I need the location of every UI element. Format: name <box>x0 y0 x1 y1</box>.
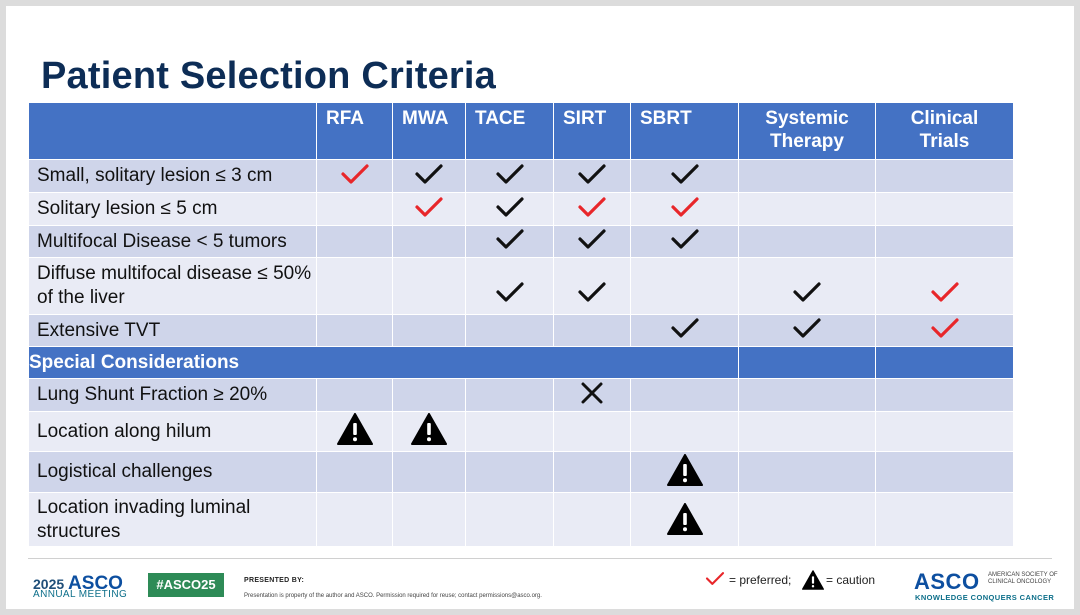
table-row <box>29 493 1014 547</box>
table-cell <box>317 226 393 258</box>
table-cell <box>631 315 739 347</box>
warning-triangle-icon <box>667 454 703 486</box>
table-row <box>29 258 1014 315</box>
header-sbrt: SBRT <box>631 103 739 160</box>
table-cell <box>393 160 466 193</box>
table-cell <box>317 412 393 452</box>
table-row <box>29 193 1014 226</box>
table-cell <box>876 452 1014 493</box>
table-cell <box>554 412 631 452</box>
header-systemic-therapy-label: Systemic Therapy <box>765 108 849 152</box>
table-cell <box>317 379 393 412</box>
check-icon <box>792 281 822 303</box>
check-icon <box>577 281 607 303</box>
table-cell <box>876 379 1014 412</box>
red-check-icon <box>414 196 444 218</box>
section-heading-fill <box>739 347 876 379</box>
slide <box>6 6 1074 609</box>
red-check-icon <box>340 163 370 185</box>
row-label: Small, solitary lesion ≤ 3 cm <box>29 160 317 193</box>
warning-triangle-icon <box>337 413 373 445</box>
table-cell <box>466 258 554 315</box>
check-icon <box>670 163 700 185</box>
table-cell <box>739 193 876 226</box>
header-sirt: SIRT <box>554 103 631 160</box>
table-cell <box>466 379 554 412</box>
table-cell <box>631 412 739 452</box>
table-cell <box>393 315 466 347</box>
table-cell <box>876 193 1014 226</box>
table-cell <box>631 452 739 493</box>
table-cell <box>631 160 739 193</box>
section-heading-fill <box>876 347 1014 379</box>
table-cell <box>466 193 554 226</box>
row-label: Multifocal Disease < 5 tumors <box>29 226 317 258</box>
check-icon <box>792 317 822 339</box>
legend-caution-label: = caution <box>826 573 876 587</box>
table-cell <box>393 226 466 258</box>
check-icon <box>495 163 525 185</box>
table-cell <box>317 315 393 347</box>
red-check-icon <box>577 196 607 218</box>
table-cell <box>554 493 631 547</box>
table-cell <box>739 226 876 258</box>
table-cell <box>466 315 554 347</box>
table-cell <box>876 258 1014 315</box>
table-row <box>29 315 1014 347</box>
table-cell <box>393 452 466 493</box>
row-label: Logistical challenges <box>29 452 317 493</box>
header-tace: TACE <box>466 103 554 160</box>
check-icon <box>495 196 525 218</box>
header-systemic-therapy <box>739 103 876 160</box>
table-cell <box>631 258 739 315</box>
table-cell <box>393 193 466 226</box>
table-cell <box>466 452 554 493</box>
table-cell <box>739 258 876 315</box>
table-row <box>29 379 1014 412</box>
row-label: Location invading luminal structures <box>29 493 317 547</box>
check-icon <box>414 163 444 185</box>
footer-divider <box>28 558 1052 559</box>
table-cell <box>317 493 393 547</box>
check-icon <box>670 317 700 339</box>
row-label: Lung Shunt Fraction ≥ 20% <box>29 379 317 412</box>
check-icon <box>495 281 525 303</box>
table-row <box>29 412 1014 452</box>
red-check-icon <box>930 317 960 339</box>
table-row <box>29 160 1014 193</box>
row-label: Solitary lesion ≤ 5 cm <box>29 193 317 226</box>
header-rfa: RFA <box>317 103 393 160</box>
legend-red-check-icon <box>705 571 725 586</box>
table-cell <box>631 493 739 547</box>
legend-warning-triangle-icon <box>802 570 824 590</box>
section-heading-row <box>29 347 1014 379</box>
table-cell <box>393 379 466 412</box>
table-cell <box>317 193 393 226</box>
header-row <box>29 103 1014 160</box>
logo-asco: ASCO <box>68 573 123 594</box>
asco-society-name: AMERICAN SOCIETY OF CLINICAL ONCOLOGY <box>988 572 1058 585</box>
table-cell <box>393 493 466 547</box>
table-cell <box>554 452 631 493</box>
red-check-icon <box>930 281 960 303</box>
asco-tagline: KNOWLEDGE CONQUERS CANCER <box>915 593 1055 602</box>
section-heading-special-considerations: Special Considerations <box>29 347 739 379</box>
table-cell <box>631 193 739 226</box>
table-cell <box>466 160 554 193</box>
logo-year: 2025 <box>33 576 65 592</box>
table-row <box>29 452 1014 493</box>
cross-icon <box>580 381 604 405</box>
table-cell <box>466 226 554 258</box>
table-cell <box>876 493 1014 547</box>
table-cell <box>876 412 1014 452</box>
legend-preferred-label: = preferred; <box>729 573 792 587</box>
table-cell <box>554 258 631 315</box>
table-body <box>29 160 1014 547</box>
red-check-icon <box>670 196 700 218</box>
table-cell <box>739 160 876 193</box>
table-row <box>29 226 1014 258</box>
table-cell <box>876 226 1014 258</box>
slide-title: Patient Selection Criteria <box>41 55 497 97</box>
row-label: Diffuse multifocal disease ≤ 50% of the liver <box>29 258 317 315</box>
table-cell <box>876 315 1014 347</box>
table-cell <box>554 379 631 412</box>
asco-brand-logo: ASCO <box>914 569 980 594</box>
table-cell <box>739 493 876 547</box>
table-cell <box>317 452 393 493</box>
selection-criteria-table <box>28 102 1014 547</box>
header-clinical-trials-label: Clinical Trials <box>910 108 979 152</box>
hashtag-badge: #ASCO25 <box>148 573 224 597</box>
table-cell <box>739 412 876 452</box>
table-cell <box>739 452 876 493</box>
header-clinical-trials <box>876 103 1014 160</box>
copyright-notice: Presentation is property of the author and ASCO. Permission required for reuse; contact permissions@asco.org. <box>244 593 542 599</box>
table-cell <box>554 193 631 226</box>
warning-triangle-icon <box>411 413 447 445</box>
table-cell <box>393 258 466 315</box>
table-cell <box>631 379 739 412</box>
row-label: Extensive TVT <box>29 315 317 347</box>
logo-annual-meeting: ANNUAL MEETING <box>33 589 128 600</box>
table-cell <box>393 412 466 452</box>
table-cell <box>739 315 876 347</box>
table-cell <box>466 493 554 547</box>
table-cell <box>554 226 631 258</box>
table-cell <box>631 226 739 258</box>
presented-by-label: PRESENTED BY: <box>244 577 305 584</box>
table-cell <box>876 160 1014 193</box>
table-cell <box>554 315 631 347</box>
check-icon <box>670 228 700 250</box>
warning-triangle-icon <box>667 503 703 535</box>
table-cell <box>739 379 876 412</box>
check-icon <box>577 228 607 250</box>
table-cell <box>554 160 631 193</box>
check-icon <box>495 228 525 250</box>
row-label: Location along hilum <box>29 412 317 452</box>
check-icon <box>577 163 607 185</box>
table-cell <box>317 160 393 193</box>
table-cell <box>466 412 554 452</box>
header-mwa: MWA <box>393 103 466 160</box>
header-cell-blank <box>29 103 317 160</box>
table-cell <box>317 258 393 315</box>
